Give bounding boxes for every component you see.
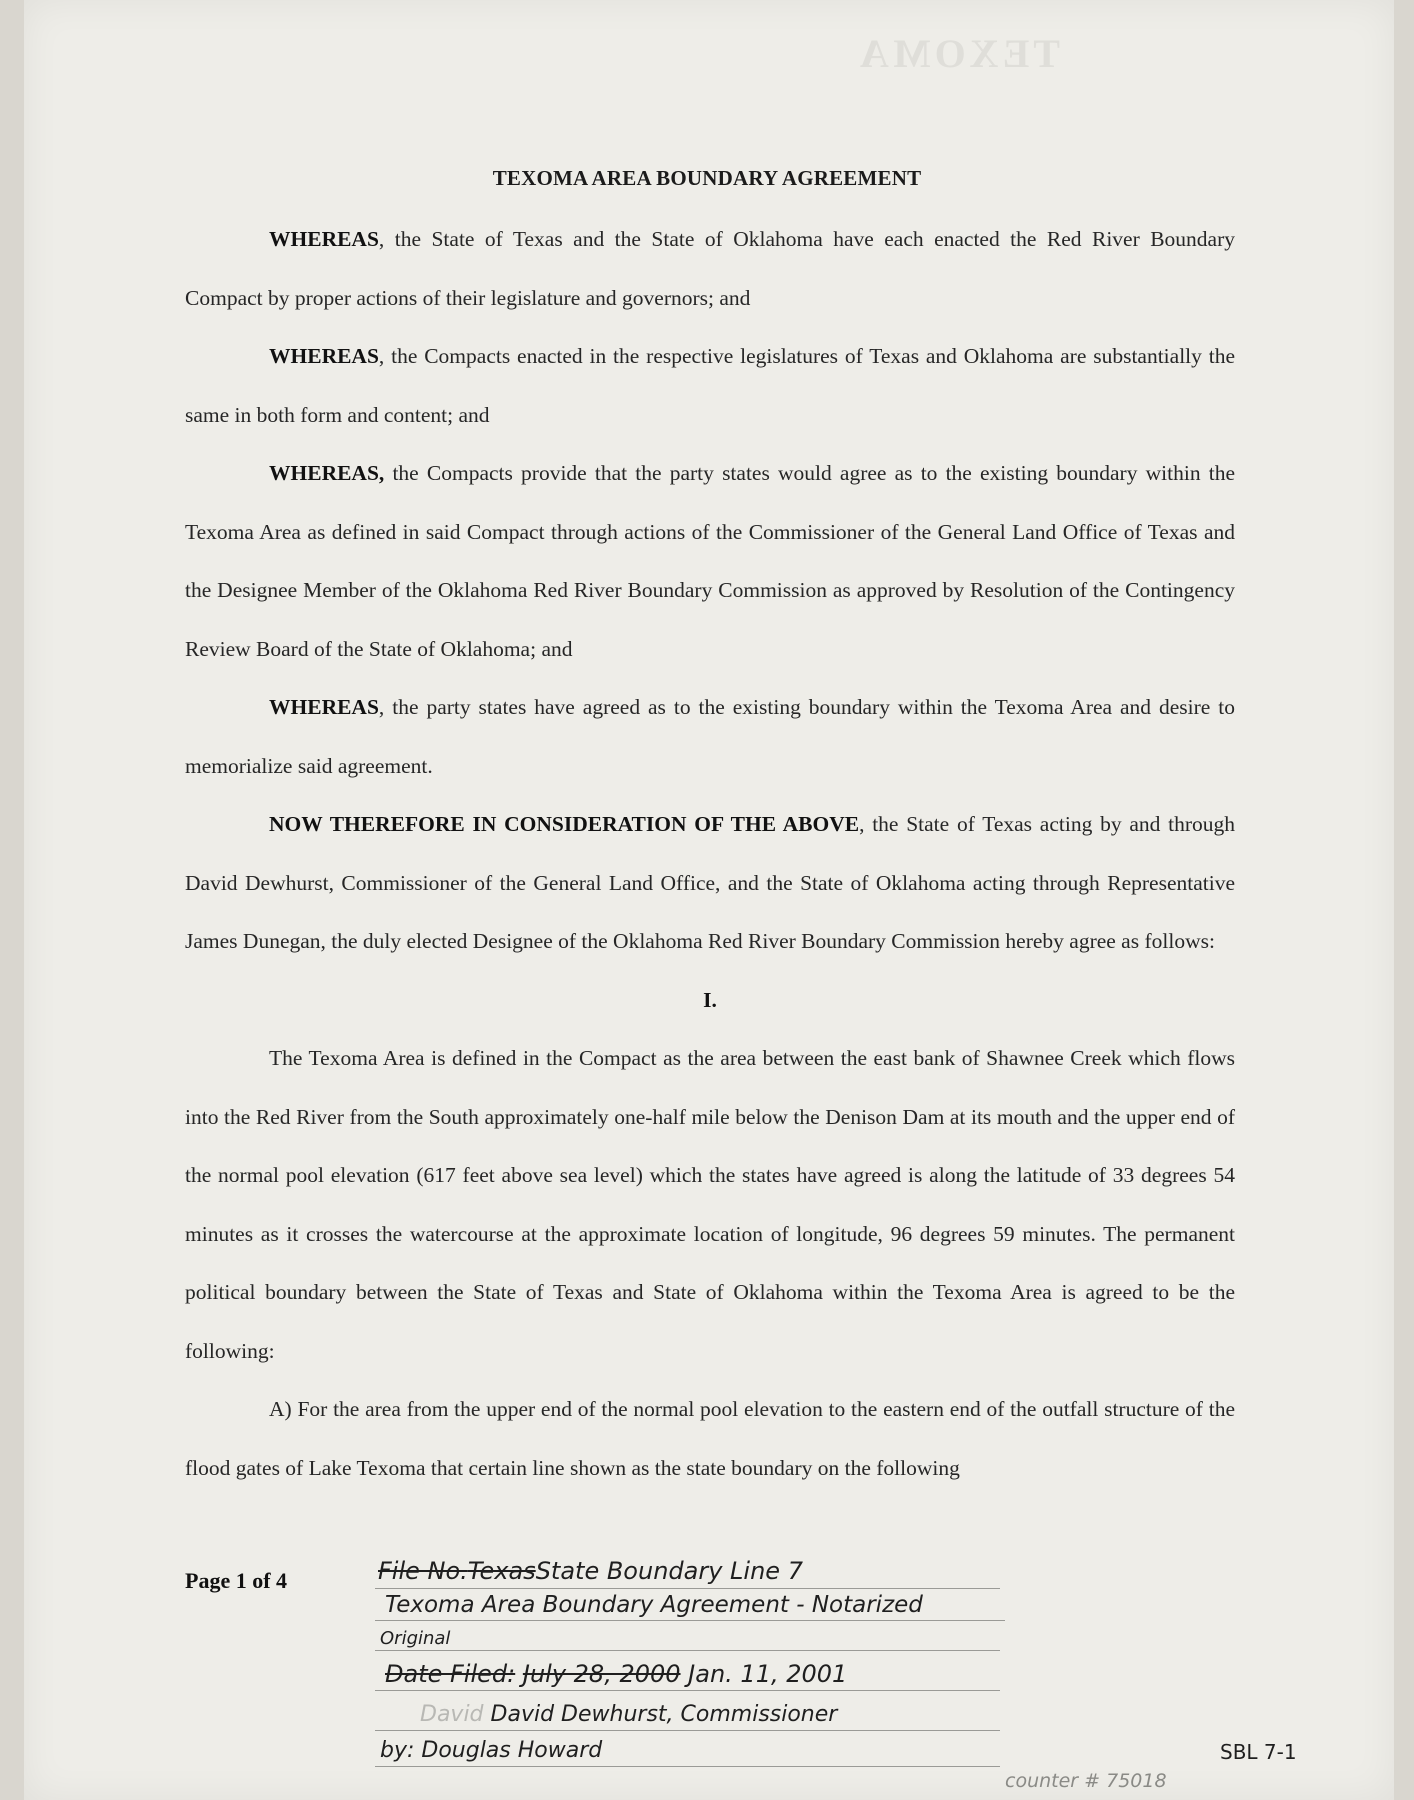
- struck-text: Texas: [467, 1557, 536, 1585]
- note-underline: [375, 1620, 1005, 1621]
- consideration-text: , the State of Texas acting by and through David Dewhurst, Commissioner of the General Land Office, and the State of Oklahoma acting through Representative James Dunegan, the duly elected Designee of the Oklahoma Red River Boundary Commission hereby agree as follows:: [185, 812, 1235, 953]
- recital-text: , the Compacts enacted in the respective legislatures of Texas and Oklahoma are substantially the same in both form and content; and: [185, 344, 1235, 427]
- filing-note-line-2: Texoma Area Boundary Agreement - Notarized: [385, 1592, 923, 1618]
- signer-text: David Dewhurst, Commissioner: [490, 1702, 838, 1727]
- recital-lead: WHEREAS: [269, 344, 379, 368]
- document-body: [185, 210, 1235, 1497]
- recital-text: the Compacts provide that the party states would agree as to the existing boundary within the Texoma Area as defined in said Compact through actions of the Commissioner of the General Land Office of Texas and the Designee Member of the Oklahoma Red River Boundary Commission as approved by Resolution of the Contingency Review Board of the State of Oklahoma; and: [185, 461, 1235, 661]
- note-underline: [375, 1588, 1000, 1589]
- filing-note-signer: [420, 1702, 837, 1727]
- faint-text: David: [420, 1702, 484, 1727]
- recital-paragraph-3: [185, 444, 1235, 678]
- page-number: Page 1 of 4: [185, 1568, 288, 1593]
- filing-note-date: [385, 1660, 847, 1688]
- recital-lead: WHEREAS,: [269, 461, 385, 485]
- recital-lead: WHEREAS: [269, 695, 379, 719]
- recital-paragraph-4: [185, 678, 1235, 795]
- section-heading: I.: [703, 987, 717, 1012]
- note-underline: [375, 1766, 1000, 1767]
- recital-text: , the State of Texas and the State of Oklahoma have each enacted the Red River Boundary Compact by proper actions of their legislature and governors; and: [185, 227, 1235, 310]
- note-text: State Boundary Line 7: [535, 1557, 803, 1585]
- struck-text: File No.: [378, 1557, 468, 1585]
- section-paragraph-2: A) For the area from the upper end of the normal pool elevation to the eastern end of the outfall structure of the flood gates of Lake Texoma that certain line shown as the state boundary on the following: [185, 1397, 1235, 1480]
- document-title: TEXOMA AREA BOUNDARY AGREEMENT: [492, 166, 922, 190]
- filed-date: Jan. 11, 2001: [688, 1660, 848, 1688]
- consideration-lead: NOW THEREFORE IN CONSIDERATION OF THE ABOVE: [269, 812, 860, 836]
- filing-note-line-3: Original: [380, 1628, 451, 1649]
- section-paragraph-1: The Texoma Area is defined in the Compact as the area between the east bank of Shawnee Creek which flows into the Red River from the South approximately one-half mile below the Denison Dam at its mouth and the upper end of the normal pool elevation (617 feet above sea level) which the states have agreed is along the latitude of 33 degrees 54 minutes as it crosses the watercourse at the approximate location of longitude, 96 degrees 59 minutes. The permanent political boundary between the State of Texas and State of Oklahoma within the Texoma Area is agreed to be the following:: [185, 1046, 1235, 1363]
- reference-code: SBL 7-1: [1220, 1740, 1297, 1764]
- date-label: Date Filed:: [385, 1660, 516, 1688]
- counter-note: counter # 75018: [1005, 1770, 1167, 1792]
- filing-note-line-1: [378, 1557, 803, 1585]
- note-underline: [375, 1650, 1000, 1651]
- note-underline: [375, 1730, 1000, 1731]
- show-through-text: TEXOMA: [856, 31, 1060, 76]
- consideration-paragraph: [185, 795, 1235, 971]
- recital-paragraph-2: [185, 327, 1235, 444]
- filing-note-by: by: Douglas Howard: [380, 1738, 603, 1763]
- recital-paragraph-1: [185, 210, 1235, 327]
- recital-text: , the party states have agreed as to the existing boundary within the Texoma Area and desire to memorialize said agreement.: [185, 695, 1235, 778]
- struck-date: July 28, 2000: [522, 1660, 681, 1688]
- recital-lead: WHEREAS: [269, 227, 379, 251]
- note-underline: [375, 1690, 1000, 1691]
